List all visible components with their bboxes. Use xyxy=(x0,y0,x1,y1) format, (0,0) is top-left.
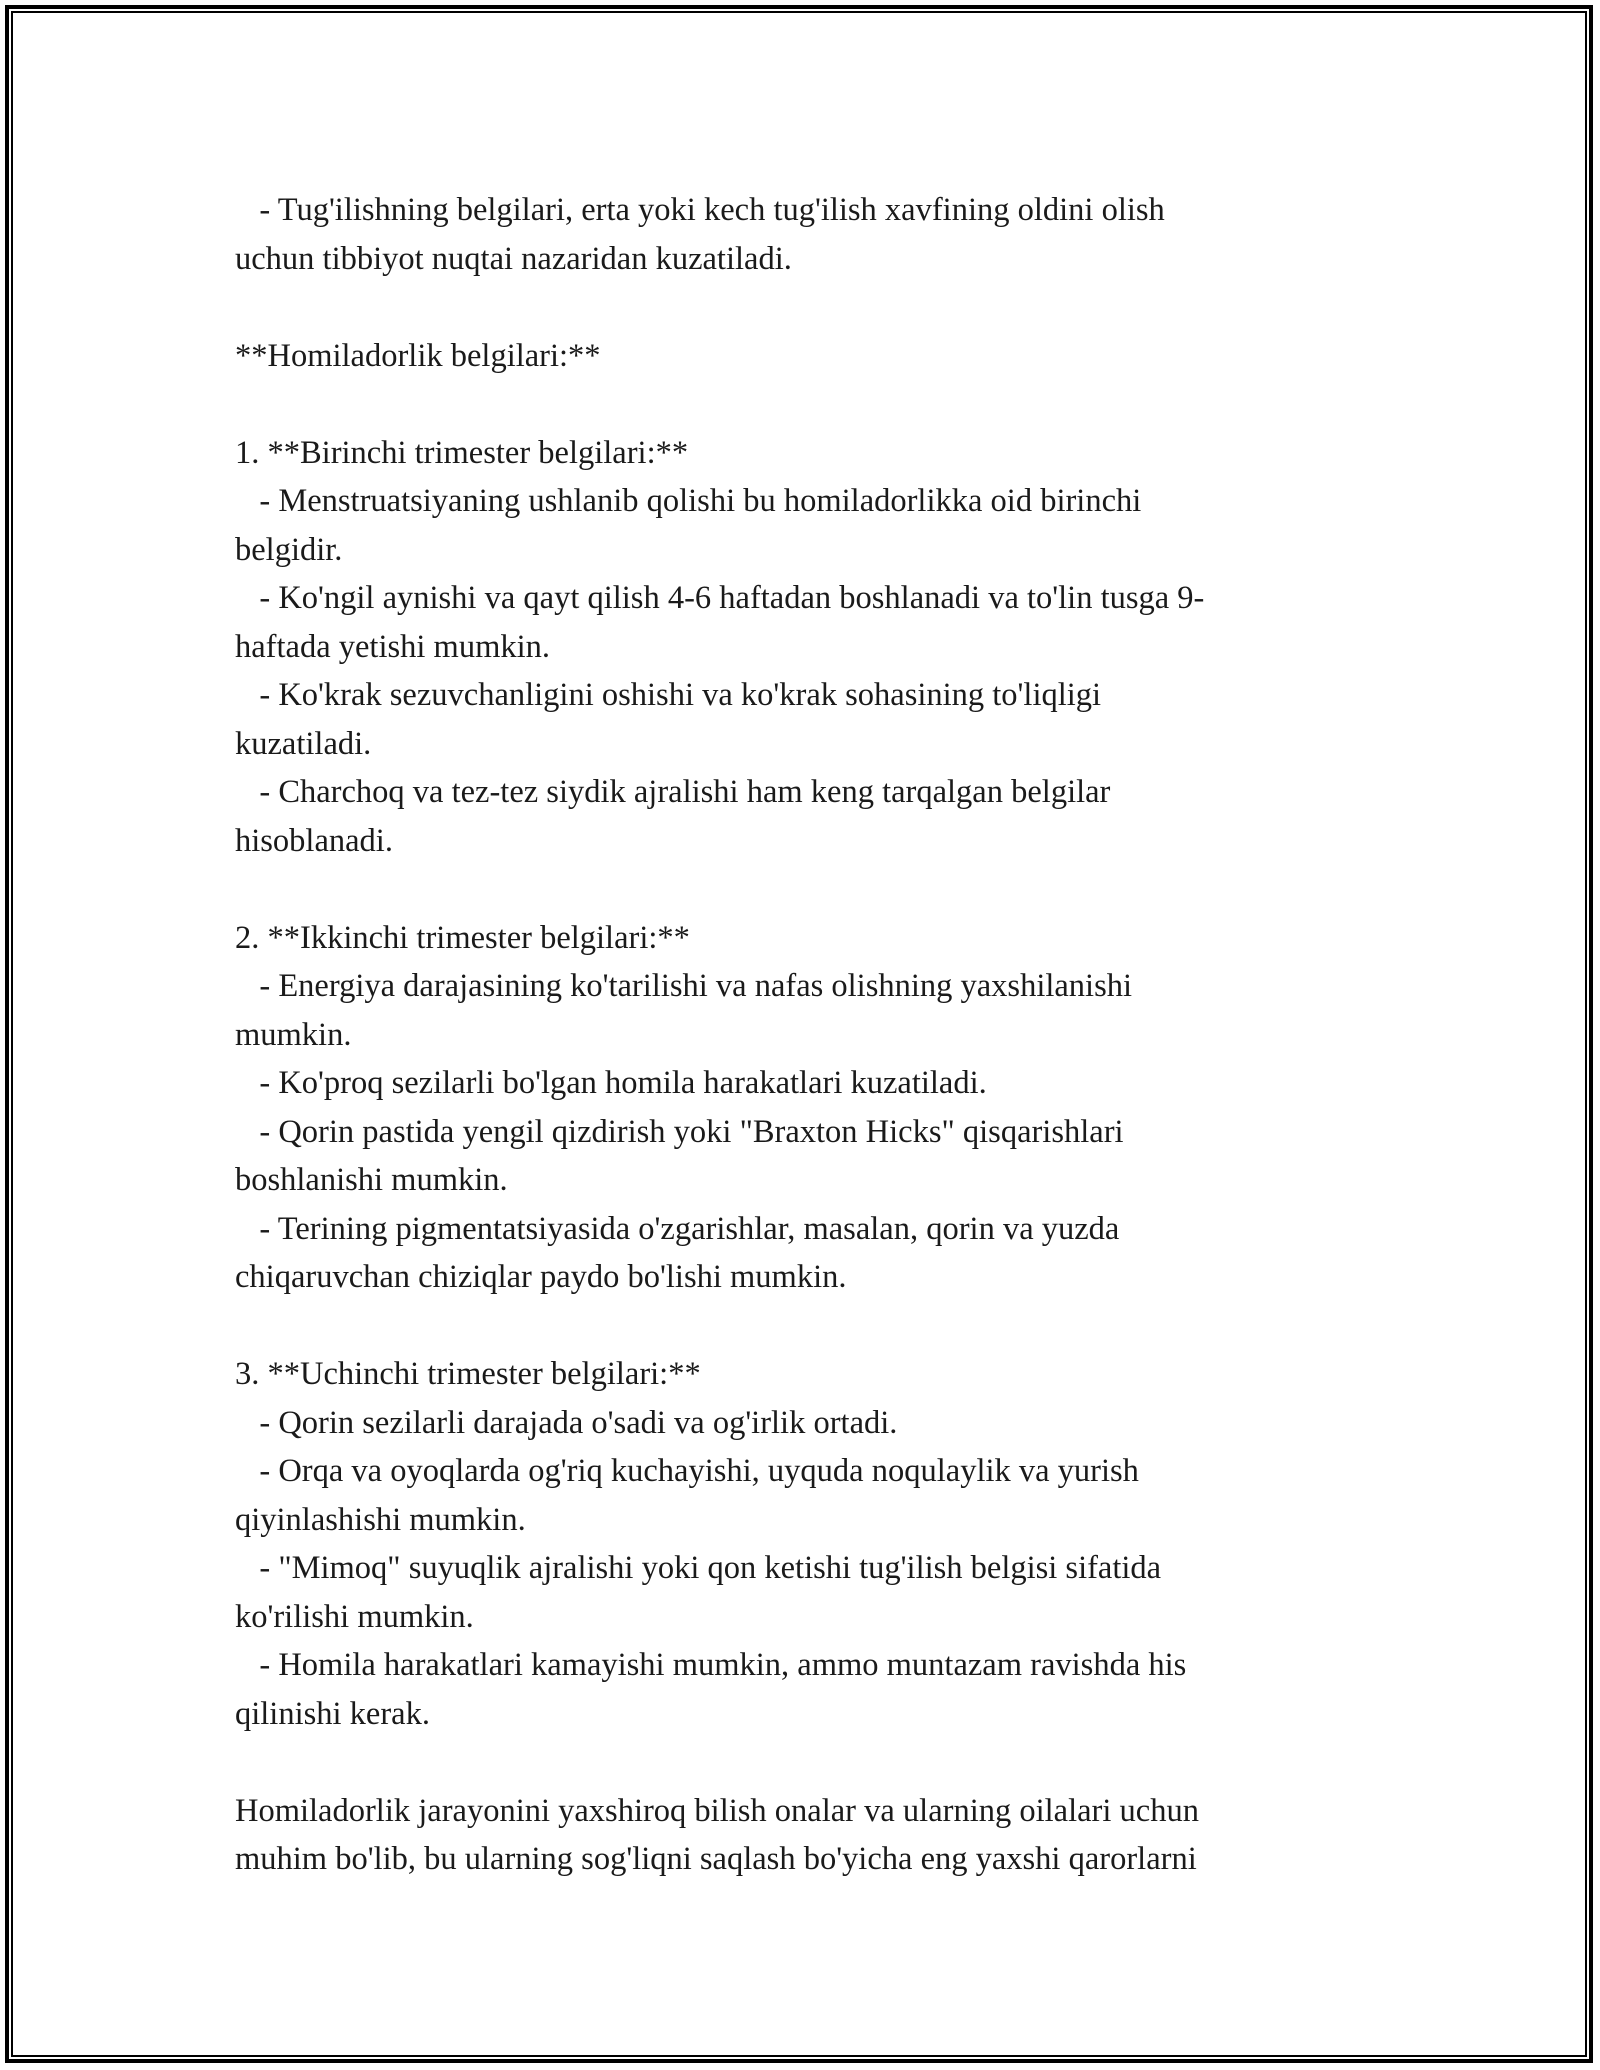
text-line: - Qorin pastida yengil qizdirish yoki "Braxton Hicks" qisqarishlari xyxy=(235,1113,1124,1150)
text-line: mumkin. xyxy=(235,1016,352,1053)
text-line: - Orqa va oyoqlarda og'riq kuchayishi, uyquda noqulaylik va yurish xyxy=(235,1453,1139,1489)
text-line: - Energiya darajasining ko'tarilishi va nafas olishning yaxshilanishi xyxy=(235,968,1133,1004)
list-heading: 3. **Uchinchi trimester belgilari:** xyxy=(235,1356,701,1392)
text-line: haftada yetishi mumkin. xyxy=(235,628,551,665)
blank-line xyxy=(235,380,1375,429)
text-line: qilinishi kerak. xyxy=(235,1695,430,1732)
document-body xyxy=(235,186,1375,1884)
text-line: uchun tibbiyot nuqtai nazaridan kuzatiladi. xyxy=(235,240,792,277)
list-heading: 1. **Birinchi trimester belgilari:** xyxy=(235,434,689,471)
text-line: - Ko'krak sezuvchanligini oshishi va ko'krak sohasining to'liqligi xyxy=(235,677,1102,713)
text-line: - Tug'ilishning belgilari, erta yoki kech tug'ilish xavfining oldini olish xyxy=(235,192,1165,228)
blank-line xyxy=(235,1738,1375,1787)
text-line: - Homila harakatlari kamayishi mumkin, ammo muntazam ravishda his xyxy=(235,1647,1187,1683)
text-line: - Qorin sezilarli darajada o'sadi va og'irlik ortadi. xyxy=(235,1404,898,1441)
text-line: chiqaruvchan chiziqlar paydo bo'lishi mumkin. xyxy=(235,1259,847,1295)
text-line: muhim bo'lib, bu ularning sog'liqni saqlash bo'yicha eng yaxshi qarorlarni xyxy=(235,1841,1197,1877)
text-line: - Ko'proq sezilarli bo'lgan homila harakatlari kuzatiladi. xyxy=(235,1065,987,1101)
list-heading: 2. **Ikkinchi trimester belgilari:** xyxy=(235,919,690,956)
text-line: qiyinlashishi mumkin. xyxy=(235,1501,526,1538)
text-line: Homiladorlik jarayonini yaxshiroq bilish onalar va ularning oilalari uchun xyxy=(235,1792,1199,1829)
text-line: belgidir. xyxy=(235,531,343,568)
section-heading: **Homiladorlik belgilari:** xyxy=(235,337,601,374)
text-line: ko'rilishi mumkin. xyxy=(235,1598,474,1635)
text-line: boshlanishi mumkin. xyxy=(235,1162,508,1198)
text-line: - Terining pigmentatsiyasida o'zgarishlar, masalan, qorin va yuzda xyxy=(235,1210,1120,1247)
text-line: hisoblanadi. xyxy=(235,822,393,859)
blank-line xyxy=(235,865,1375,914)
text-line: - Menstruatsiyaning ushlanib qolishi bu homiladorlikka oid birinchi xyxy=(235,483,1142,519)
text-line: - "Mimoq" suyuqlik ajralishi yoki qon ketishi tug'ilish belgisi sifatida xyxy=(235,1550,1162,1586)
text-line: - Ko'ngil aynishi va qayt qilish 4-6 haftadan boshlanadi va to'lin tusga 9- xyxy=(235,580,1205,616)
text-line: - Charchoq va tez-tez siydik ajralishi ham keng tarqalgan belgilar xyxy=(235,774,1111,810)
blank-line xyxy=(235,1302,1375,1351)
text-line: kuzatiladi. xyxy=(235,725,372,762)
blank-line xyxy=(235,283,1375,332)
